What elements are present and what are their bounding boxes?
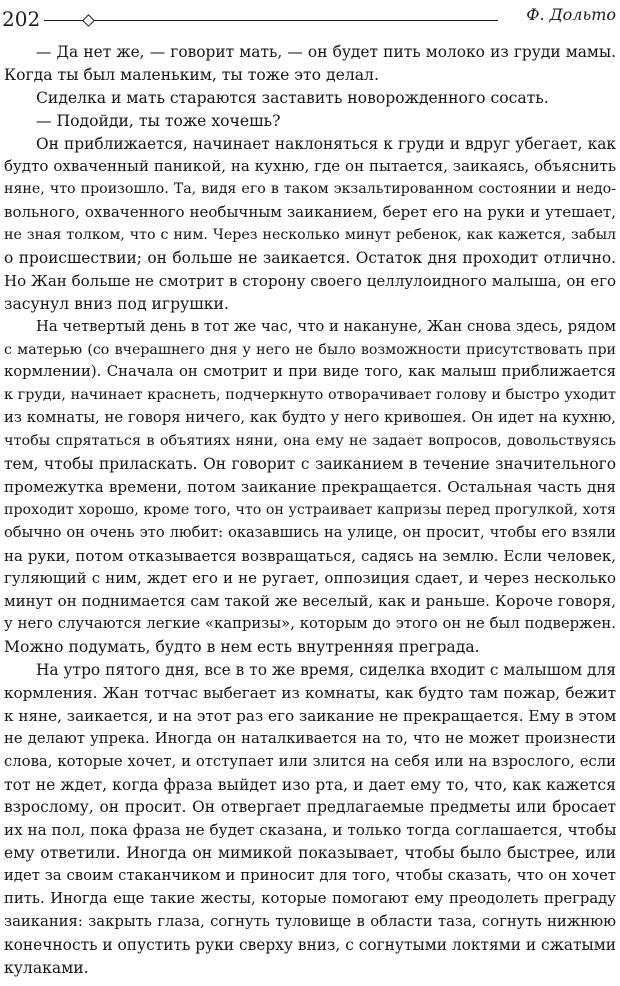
text-line: Он приближается, начинает наклоняться к груди и вдруг убегает, как [36,134,616,153]
page-header [0,0,620,36]
text-line: слова, которые хочет, и отступает или злится на себя или на взрослого, если [4,752,616,770]
body-text [4,41,616,980]
text-line: не зная толком, что с ним. Через несколько минут ребенок, как кажется, забыл [4,227,616,244]
text-line: с матерью (со вчерашнего дня у него не было возможности присутствовать при [4,341,616,358]
text-line: няне, что произошло. Та, видя его в таком экзальтированном состоянии и недо- [4,181,616,198]
text-line: ему ответили. Иногда он мимикой показывает, чтобы было быстрее, или [4,844,616,863]
text-line: к няне, заикается, и на этот раз его заикание не прекращается. Ему в этом [4,706,617,725]
text-line: не делают упрека. Иногда он наталкивается на то, что не может произнести [4,729,616,747]
header-rule [44,20,498,21]
text-line: тот не ждет, когда фраза выйдет изо рта, и дает ему то, что, как кажется [4,775,616,794]
text-line: — Да нет же, — говорит мать, — он будет пить молоко из груди мамы. [36,43,616,61]
text-line: взрослому, он просит. Он отвергает предлагаемые предметы или бросает [4,798,616,817]
text-line: кормлении). Сначала он смотрит и при виде того, как малыш приближается [4,363,616,381]
text-line: будто охваченный паникой, на кухню, где он пытается, заикаясь, объяснить [4,157,616,176]
text-line: обычно он очень это любит: оказавшись на улице, он просит, чтобы его взяли [4,523,616,541]
text-line: — Подойди, ты тоже хочешь? [36,111,281,130]
header-ornament-icon [82,14,95,27]
text-line: вольного, охваченного необычным заиканием, берет его на руки и утешает, [4,203,616,222]
text-line: у него случаются легкие «капризы», которым до этого он не был подвержен. [4,615,616,633]
text-line: заикания: закрыть глаза, согнуть туловище в области таза, согнуть нижнюю [4,912,616,930]
text-line: гуляющий с ним, ждет его и не ругает, оппозиция сдает, и через несколько [4,569,616,588]
text-line: чтобы спрятаться в объятиях няни, она ему не задает вопросов, довольствуясь [4,433,616,450]
text-line: пить. Иногда еще такие жесты, которые помогают ему преодолеть преграду [4,889,616,907]
text-line: минут он поднимается сам такой же веселый, как и раньше. Короче говоря, [4,592,616,611]
text-line: о происшествии; он больше не заикается. Остаток дня проходит отлично. [4,249,616,268]
text-line: промежутка времени, потом заикание прекращается. Остальная часть дня [4,477,616,496]
text-line: к груди, начинает краснеть, подчеркнуто отворачивает голову и быстро уходит [4,387,616,404]
text-line: на руки, потом отказывается возвращаться, садясь на землю. Если человек, [4,546,616,565]
text-line: тем, чтобы приласкать. Он говорит с заиканием в течение значительного [4,455,616,474]
text-line: кормления. Жан тотчас выбегает из комнаты, как будто там пожар, бежит [4,683,616,702]
text-line: идет за своим стаканчиком и приносит для того, чтобы сказать, что он хочет [4,867,616,885]
text-line: Но Жан больше не смотрит в сторону своего целлулоидного малыша, он его [4,271,616,290]
text-line: проходит хорошо, кроме того, что он устраивает капризы перед прогулкой, хотя [4,501,616,518]
text-line: Когда ты был маленьким, ты тоже это делал. [4,65,379,84]
running-head: Ф. Дольто [526,5,616,24]
text-line: кулаками. [4,958,89,977]
text-line: из комнаты, не говоря ничего, как будто у него кривошея. Он идет на кухню, [4,409,616,427]
page-number: 202 [2,7,41,31]
text-line: засунул вниз под игрушки. [4,294,229,313]
text-line: На четвертый день в тот же час, что и накануне, Жан снова здесь, рядом [36,317,616,335]
text-line: Можно подумать, будто в нем есть внутренняя преграда. [4,638,480,657]
text-line: их на пол, пока фраза не будет сказана, и только тогда соглашается, чтобы [4,821,617,840]
text-line: На утро пятого дня, все в то же время, сиделка входит с малышом для [36,661,616,680]
text-line: конечность и опустить руки сверху вниз, с согнутыми локтями и сжатыми [4,935,616,954]
text-line: Сиделка и мать стараются заставить новорожденного сосать. [36,88,549,107]
